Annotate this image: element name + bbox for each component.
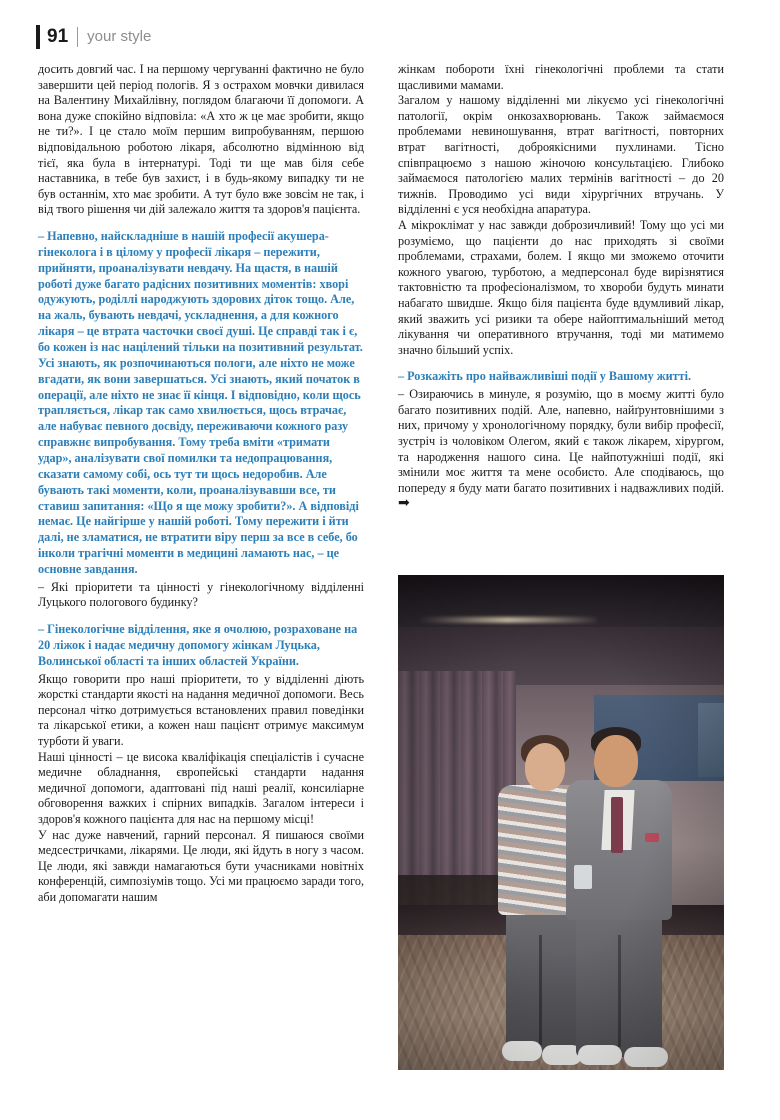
page-header: [36, 24, 151, 50]
photo-vignette: [398, 575, 724, 1070]
article-photo: [398, 575, 724, 1070]
paragraph: жінкам побороти їхні гінекологічні проблеми та стати щасливими мамами.: [398, 62, 724, 92]
continuation-arrow-icon: ➡: [398, 496, 410, 512]
section-title: your style: [87, 28, 152, 45]
paragraph: У нас дуже навчений, гарний персонал. Я пишаюся своїми медсестричками, лікарями. Це люди, які йдуть в ногу з часом. Це люди, які завжди намагаються бути учасниками новітніх конференцій, симпозіумів тощо. Усі ми працюємо заради того, аби допомагати нашим: [38, 827, 364, 904]
paragraph: Наші цінності – це висока кваліфікація спеціалістів і сучасне медичне обладнання, європейські стандарти надання медичної допомоги, адаптовані під наші реалії, консиліарне обговорення важких і спірних випадків. Загалом інтереси і здоров'я кожного пацієнта для нас на першому місці!: [38, 749, 364, 826]
paragraph: Загалом у нашому відділенні ми лікуємо усі гінекологічні патології, окрім онкозахворювань. Також займаємося проблемами невиношування, втрат вагітності, повторних втрат вагітності, доброякісними пухлинами. Тісно співпрацюємо з нашою жіночою консультацією. Глибоко займаємося патологією малих термінів вагітності – до 20 тижнів. Проводимо усі види хірургічних втручань. У відділенні є уся необхідна апаратура.: [398, 93, 724, 217]
interview-question: – Розкажіть про найважливіші події у Вашому житті.: [398, 369, 692, 384]
photo-canvas: [398, 575, 724, 1070]
page-number: 91: [47, 26, 69, 47]
paragraph: досить довгий час. І на першому чергуванні фактично не було завершити цей період пологів. Я з острахом мовчки дивилася на Валентину Михайлівну, поглядом благаючи її допомоги. А вона дуже спокійно відповіла: «А хто ж це має зробити, якщо не ти?». І це стало моїм першим випробуванням, першою відповідальною роботою лікаря, абсолютно відмінною від тієї, яка була в інтернатурі. Тоді ти ще мав біля себе наставника, в тебе був захист, і в будь-якому випадку ти не був останнім, хто має зробити. А тут було вже зовсім не так, і від твого рішення чи дій залежало життя та здоров'я пацієнта.: [38, 62, 364, 217]
header-rule-bar: [36, 25, 40, 49]
left-column: [38, 62, 364, 906]
paragraph: А мікроклімат у нас завжди доброзичливий! Тому що усі ми розуміємо, що пацієнти до нас приходять зі своїми проблемами, страхами, болем. І якщо ми зможемо оточити кожного увагою, турботою, а медперсонал буде вирізнятися тактовністю та професіоналізмом, то хвороби будуть минати набагато швидше. Якщо біля пацієнта буде вдумливий лікар, який зважить усі ризики та обере найоптимальніший метод лікування чи оперативного втручання, тоді ми матимемо значно більший успіх.: [398, 217, 724, 357]
right-column: [398, 62, 724, 512]
interview-question: – Гінекологічне відділення, яке я очолюю, розраховане на 20 ліжок і надає медичну допомогу жінкам Луцька, Волинської області та інших областей України.: [38, 622, 358, 668]
interview-question: – Напевно, найскладніше в нашій професії акушера-гінеколога і в цілому у професії лікаря – пережити, прийняти, проаналізувати невдачу. На щастя, в нашій роботі дуже багато радісних позитивних моментів: хворі одужують, роділлі народжують здорових діток тощо. Але, на жаль, бувають невдачі, ускладнення, а для кожного лікаря – це втрата часточки своєї душі. Це справді так і є, бо кожен із нас націлений тільки на позитивний результат. Усі знають, як розпочинаються пологи, але ніхто не може вгадати, як вони завершаться. Усі знають, який початок в операції, але ніхто не знає її кінця. І відповідно, коли щось трапляється, лікар так само хвилюється, щось втрачає, але набуває певного досвіду, переживаючи кожного разу справжнє випробування. Тому треба вміти «тримати удар», аналізувати свої помилки та недопрацювання, сказати самому собі, ось тут ти щось недоробив. Але бувають такі моменти, коли, проаналізувавши все, ти ставиш запитання: «Що я ще можу зробити?». А відповіді немає. Це найгірше у нашій роботі. Тому пережити і йти далі, не зламатися, не втратити віру перш за все в себе, бо інколи трагічні моменти в медицині ламають нас, – це основне завдання.: [38, 228, 363, 576]
paragraph: – Які пріоритети та цінності у гінекологічному відділенні Луцького пологового будинку?: [38, 579, 364, 610]
paragraph: Якщо говорити про наші пріоритети, то у відділенні діють жорсткі стандарти якості на надання медичної допомоги. Весь персонал чітко дотримується встановлених правил поведінки та лікарської етики, а кожен наш пацієнт отримує максимум турботи й уваги.: [38, 671, 364, 748]
paragraph: [398, 387, 724, 512]
paragraph-text: – Озираючись в минуле, я розумію, що в моєму житті було багато позитивних подій. Але, напевно, найґрунтовнішими з них, причому у хронологічному порядку, були вибір професії, зустріч із чоловіком Олегом, який є також лікарем, хірургом, та народження нашого сина. Це найпотужніші події, які змінили моє життя та мене особисто. Але сподіваюсь, що попереду я буду мати багато позитивних і надважливих подій.: [398, 387, 724, 495]
header-divider: [77, 27, 78, 47]
